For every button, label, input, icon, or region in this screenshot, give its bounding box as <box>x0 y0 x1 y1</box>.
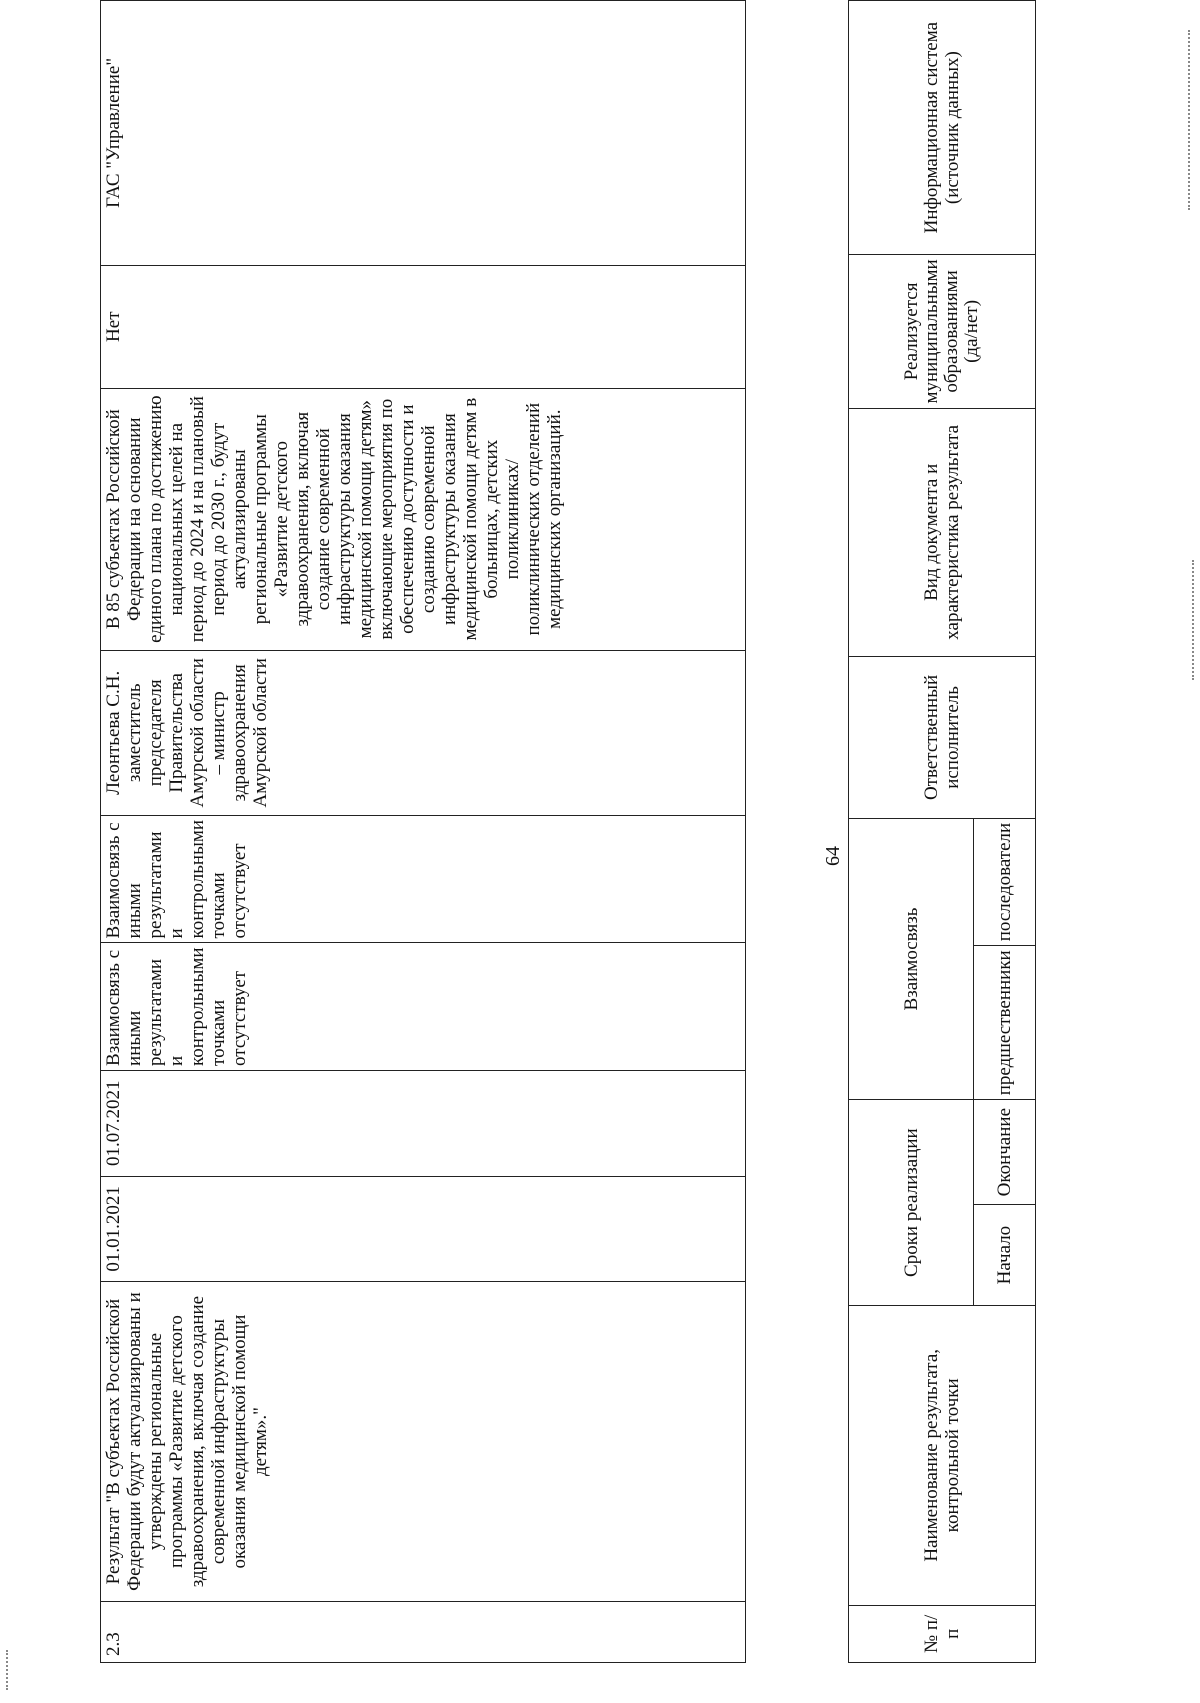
document-cell: В 85 субъектах Российской Федерации на основании единого плана по достижению национальных целей на период до 2024 и на плановый период до 2030 г., будут актуализированы региональные программы «Развитие детского здравоохранения, включая создание современной инфраструктуры оказания медицинской помощи детям» включающие мероприятия по обеспечению доступности и созданию современной инфраструктуры оказания медицинской помощи детям в больницах, детских поликлиниках/поликлинических отделений медицинских организаций. <box>101 388 746 650</box>
header-terms: Сроки реализации <box>849 1100 974 1306</box>
info-system-cell: ГАС "Управление" <box>101 1 746 266</box>
result-name: Результат "В субъектах Российской Федерации будут актуализированы и утверждены региональные программы «Развитие детского здравоохранения, включая создание современной инфраструктуры оказания медицинской помощи детям»." <box>101 1282 746 1602</box>
start-date: 01.01.2021 <box>101 1176 746 1282</box>
municipal-cell: Нет <box>101 265 746 388</box>
header-successors: последователи <box>974 818 1036 945</box>
table-row <box>101 1 746 1663</box>
header-end: Окончание <box>974 1100 1036 1205</box>
scan-edge-mark <box>1188 30 1193 210</box>
header-name: Наименование результата, контрольной точки <box>849 1306 1036 1606</box>
scan-edge-mark <box>1192 560 1197 680</box>
header-link: Взаимосвязь <box>849 818 974 1099</box>
header-num: № п/п <box>849 1605 1036 1662</box>
result-table <box>100 0 746 1663</box>
successors-cell: Взаимосвязь с иными результатами и контрольными точками отсутствует <box>101 815 746 943</box>
header-responsible: Ответственный исполнитель <box>849 657 1036 819</box>
end-date: 01.07.2021 <box>101 1070 746 1176</box>
header-table <box>848 0 1036 1663</box>
responsible-cell: Леонтьева С.Н. заместитель председателя Правительства Амурской области – министр здравоохранения Амурской области <box>101 650 746 815</box>
header-predecessors: предшественники <box>974 946 1036 1100</box>
row-number: 2.3 <box>101 1601 746 1662</box>
header-start: Начало <box>974 1205 1036 1306</box>
header-document: Вид документа и характеристика результата <box>849 408 1036 657</box>
header-municipal: Реализуется муниципальными образованиями (да/нет) <box>849 255 1036 408</box>
scan-edge-mark <box>6 1650 11 1690</box>
predecessors-cell: Взаимосвязь с иными результатами и контрольными точками отсутствует <box>101 943 746 1071</box>
page-number: 64 <box>822 846 844 866</box>
header-info-system: Информационная система (источник данных) <box>849 1 1036 255</box>
